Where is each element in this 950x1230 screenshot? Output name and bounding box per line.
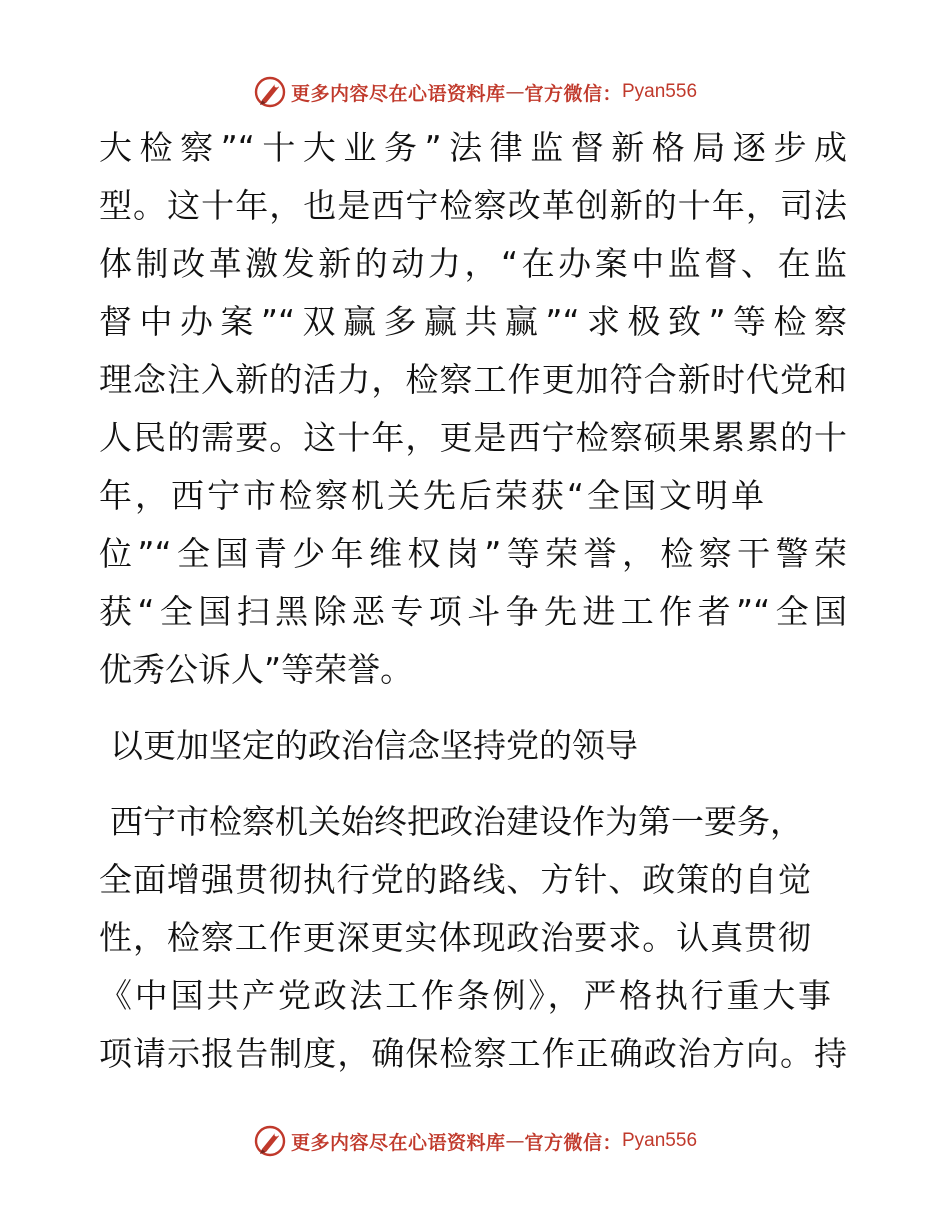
body-line: 项请示报告制度，确保检察工作正确政治方向。持	[99, 1034, 847, 1073]
watermark-text: 更多内容尽在心语资料库	[290, 82, 506, 105]
body-line: 获“全国扫黑除恶专项斗争先进工作者”“全国	[99, 592, 847, 631]
watermark-banner-top	[0, 72, 950, 112]
body-line: 位”“全国青少年维权岗”等荣誉，检察干警荣	[99, 534, 847, 573]
body-line: 性，检察工作更深更实体现政治要求。认真贯彻	[99, 918, 811, 957]
pen-circle-logo-icon	[253, 1124, 287, 1158]
watermark-separator: —	[505, 81, 525, 103]
watermark-official-label: 官方微信：	[524, 1131, 622, 1154]
watermark-banner-bottom	[0, 1121, 950, 1161]
body-line: 督中办案”“双赢多赢共赢”“求极致”等检察	[99, 302, 847, 341]
body-line: 全面增强贯彻执行党的路线、方针、政策的自觉	[99, 860, 811, 899]
watermark-text: 更多内容尽在心语资料库	[290, 1131, 506, 1154]
body-line: 优秀公诉人”等荣誉。	[99, 650, 414, 689]
watermark-separator: —	[505, 1130, 525, 1152]
pen-circle-logo-icon	[253, 75, 287, 109]
body-line: 理念注入新的活力，检察工作更加符合新时代党和	[99, 360, 847, 399]
watermark-official-label: 官方微信：	[524, 82, 622, 105]
body-line: 《中国共产党政法工作条例》，严格执行重大事	[99, 976, 831, 1015]
body-line: 体制改革激发新的动力，“在办案中监督、在监	[99, 244, 847, 283]
body-line: 年，西宁市检察机关先后荣获“全国文明单	[99, 476, 764, 515]
body-line: 西宁市检察机关始终把政治建设作为第一要务，	[110, 802, 803, 841]
watermark-account: Pyan556	[622, 1130, 698, 1151]
body-line: 型。这十年，也是西宁检察改革创新的十年，司法	[99, 186, 847, 225]
watermark-account: Pyan556	[622, 81, 698, 102]
section-heading: 以更加坚定的政治信念坚持党的领导	[110, 726, 638, 765]
body-line: 大检察”“十大业务”法律监督新格局逐步成	[99, 128, 847, 167]
body-line: 人民的需要。这十年，更是西宁检察硕果累累的十	[99, 418, 847, 457]
